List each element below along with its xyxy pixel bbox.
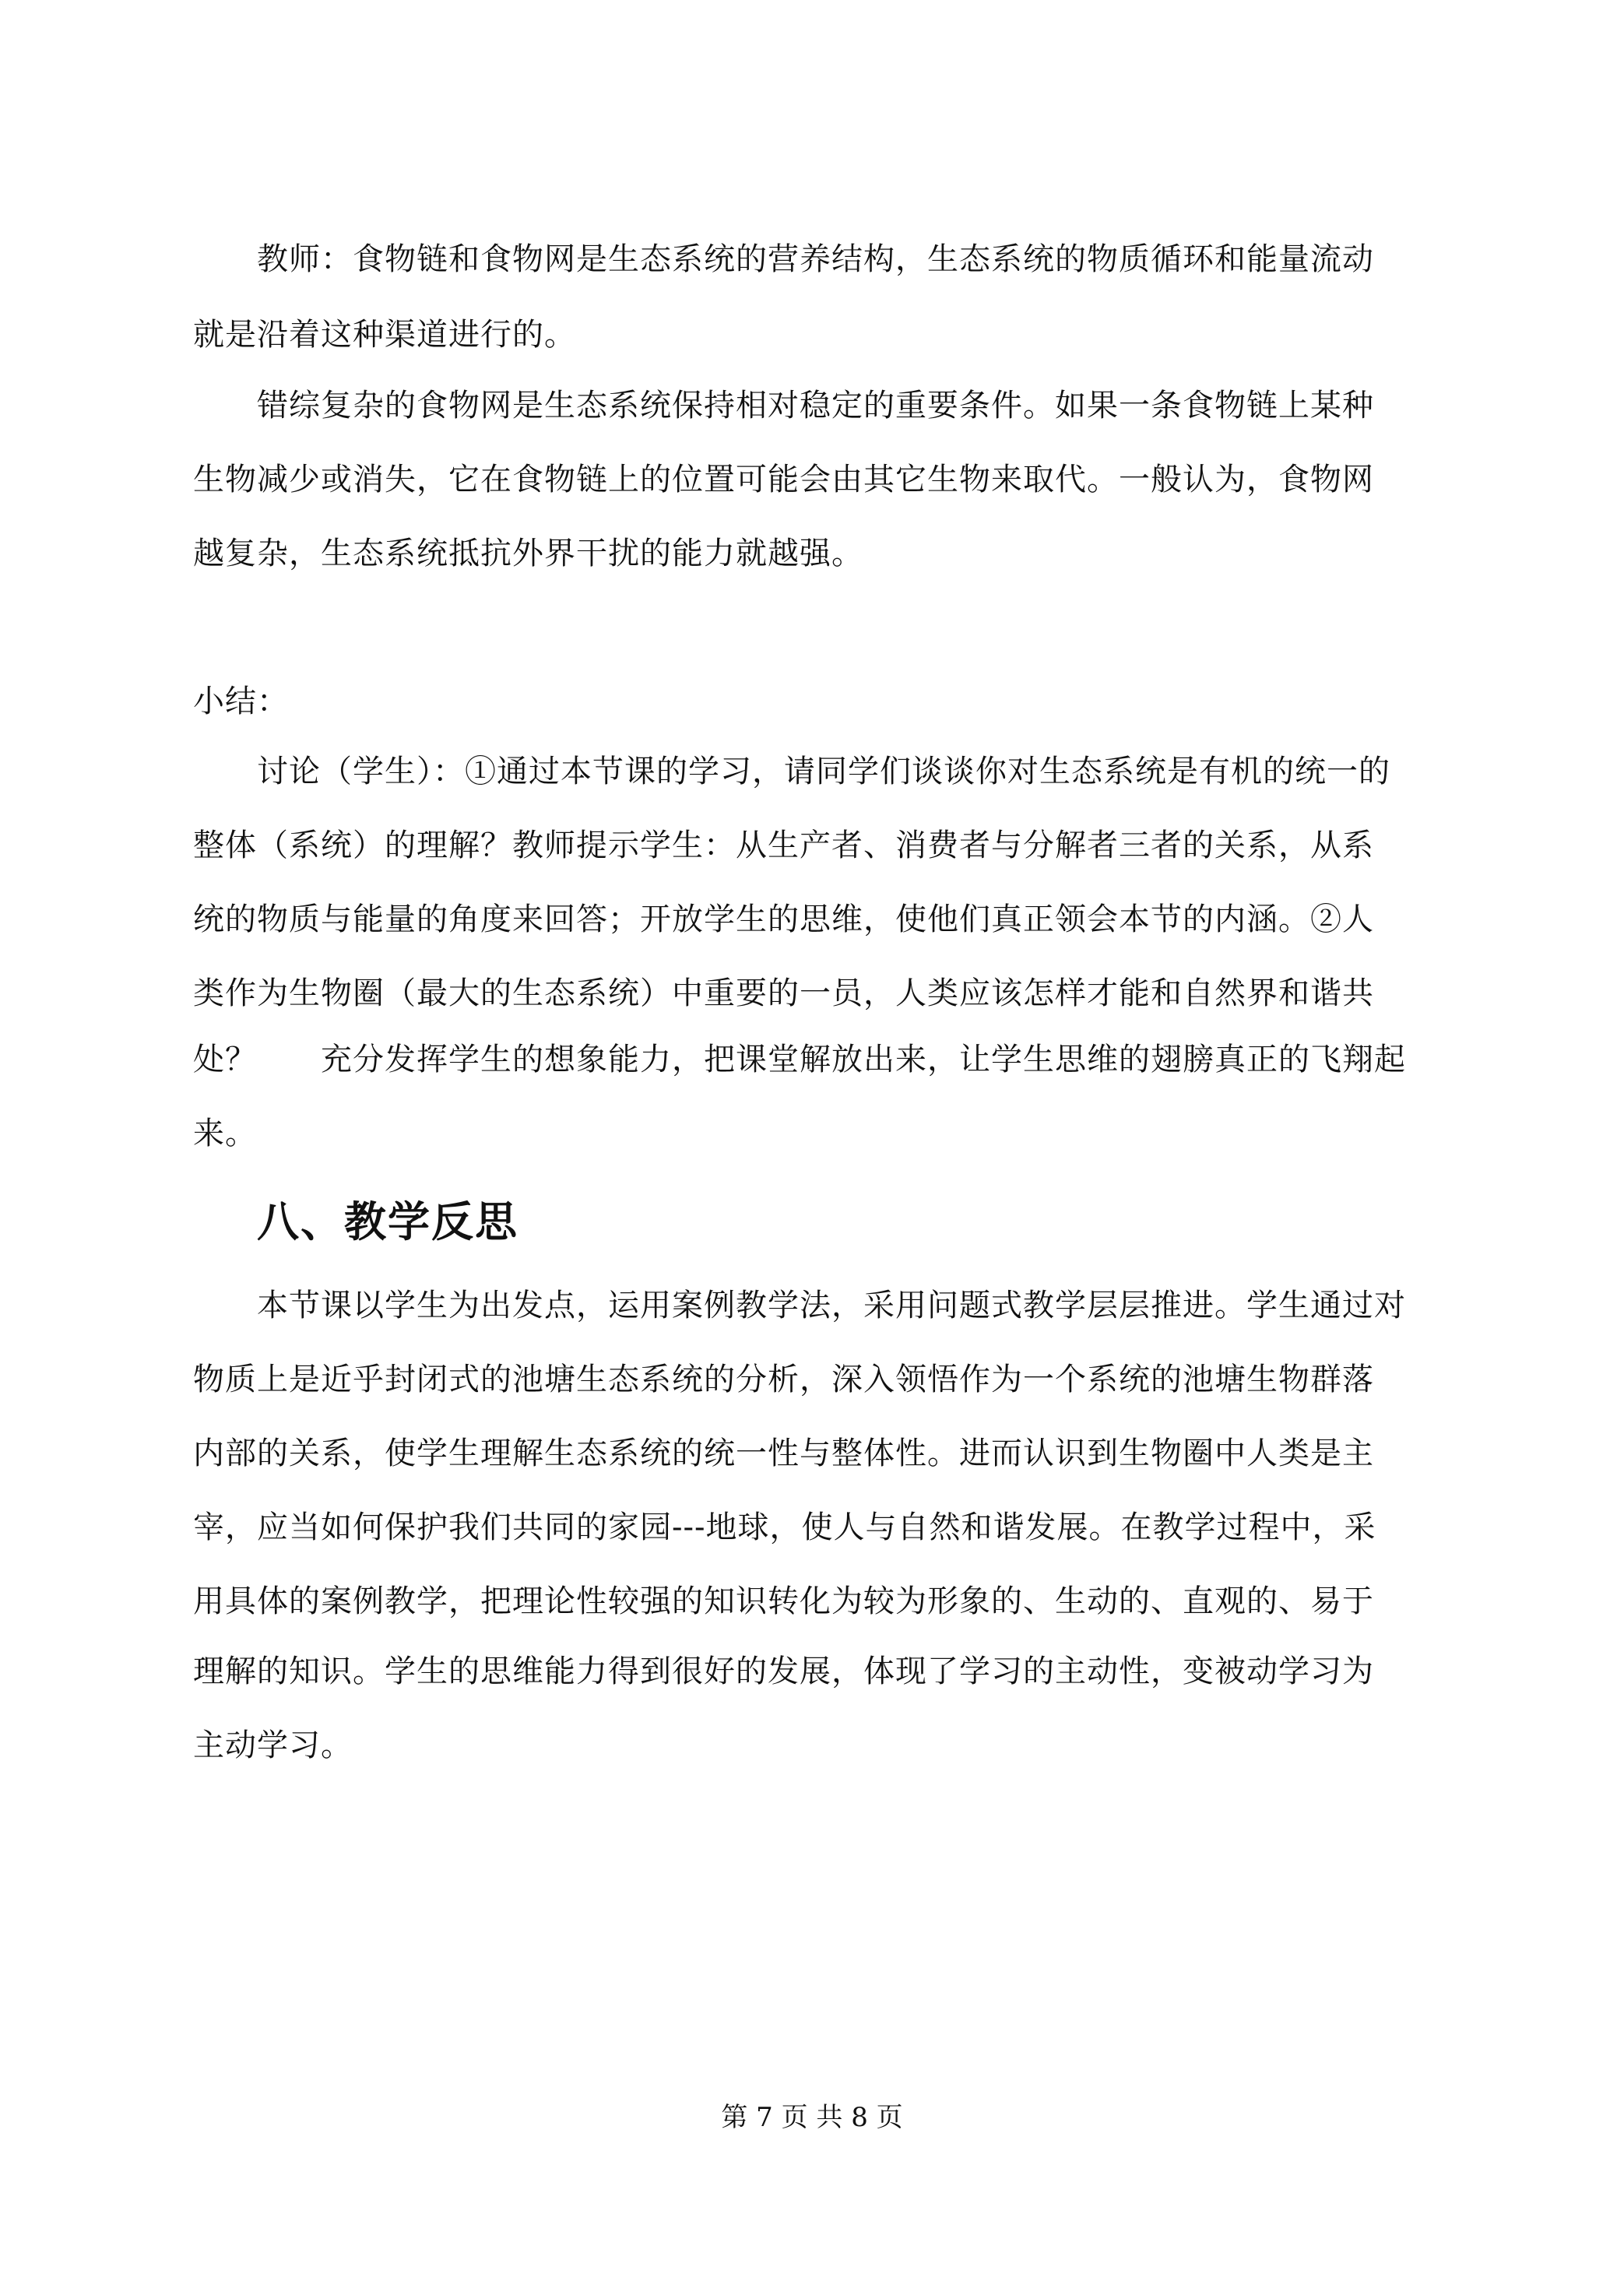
summary-label: 小结： (193, 684, 289, 719)
paragraph-foodweb-line-1: 错综复杂的食物网是生态系统保持相对稳定的重要条件。如果一条食物链上某种 (257, 388, 1374, 424)
paragraph-discussion-line-4: 类作为生物圈（最大的生态系统）中重要的一员，人类应该怎样才能和自然界和谐共 (193, 975, 1374, 1011)
paragraph-foodweb-line-3: 越复杂，生态系统抵抗外界干扰的能力就越强。 (193, 536, 863, 571)
paragraph-discussion-line-2: 整体（系统）的理解？教师提示学生：从生产者、消费者与分解者三者的关系，从系 (193, 828, 1374, 863)
paragraph-discussion-line-5: 处？ 充分发挥学生的想象能力，把课堂解放出来，让学生思维的翅膀真正的飞翔起 (193, 1042, 1406, 1077)
paragraph-foodweb-line-2: 生物减少或消失，它在食物链上的位置可能会由其它生物来取代。一般认为，食物网 (193, 462, 1374, 497)
paragraph-reflection-line-2: 物质上是近乎封闭式的池塘生态系统的分析，深入领悟作为一个系统的池塘生物群落 (193, 1362, 1374, 1397)
section-heading-reflection: 八、教学反思 (257, 1197, 518, 1246)
paragraph-reflection-line-5: 用具体的案例教学，把理论性较强的知识转化为较为形象的、生动的、直观的、易于 (193, 1583, 1374, 1619)
paragraph-reflection-line-4: 宰，应当如何保护我们共同的家园---地球，使人与自然和谐发展。在教学过程中，采 (193, 1509, 1376, 1545)
paragraph-reflection-line-7: 主动学习。 (193, 1727, 353, 1763)
paragraph-discussion-line-6: 来。 (193, 1116, 257, 1151)
paragraph-reflection-line-3: 内部的关系，使学生理解生态系统的统一性与整体性。进而认识到生物圈中人类是主 (193, 1436, 1374, 1471)
page-number-footer: 第 7 页 共 8 页 (721, 2102, 903, 2133)
paragraph-teacher-line-1: 教师：食物链和食物网是生态系统的营养结构，生态系统的物质循环和能量流动 (257, 241, 1374, 277)
paragraph-discussion-line-1: 讨论（学生）：①通过本节课的学习，请同学们谈谈你对生态系统是有机的统一的 (257, 754, 1390, 789)
paragraph-discussion-line-3: 统的物质与能量的角度来回答；开放学生的思维，使他们真正领会本节的内涵。②人 (193, 901, 1374, 937)
paragraph-reflection-line-6: 理解的知识。学生的思维能力得到很好的发展，体现了学习的主动性，变被动学习为 (193, 1654, 1374, 1689)
paragraph-reflection-line-1: 本节课以学生为出发点，运用案例教学法，采用问题式教学层层推进。学生通过对 (257, 1288, 1406, 1323)
paragraph-teacher-line-2: 就是沿着这种渠道进行的。 (193, 317, 576, 353)
